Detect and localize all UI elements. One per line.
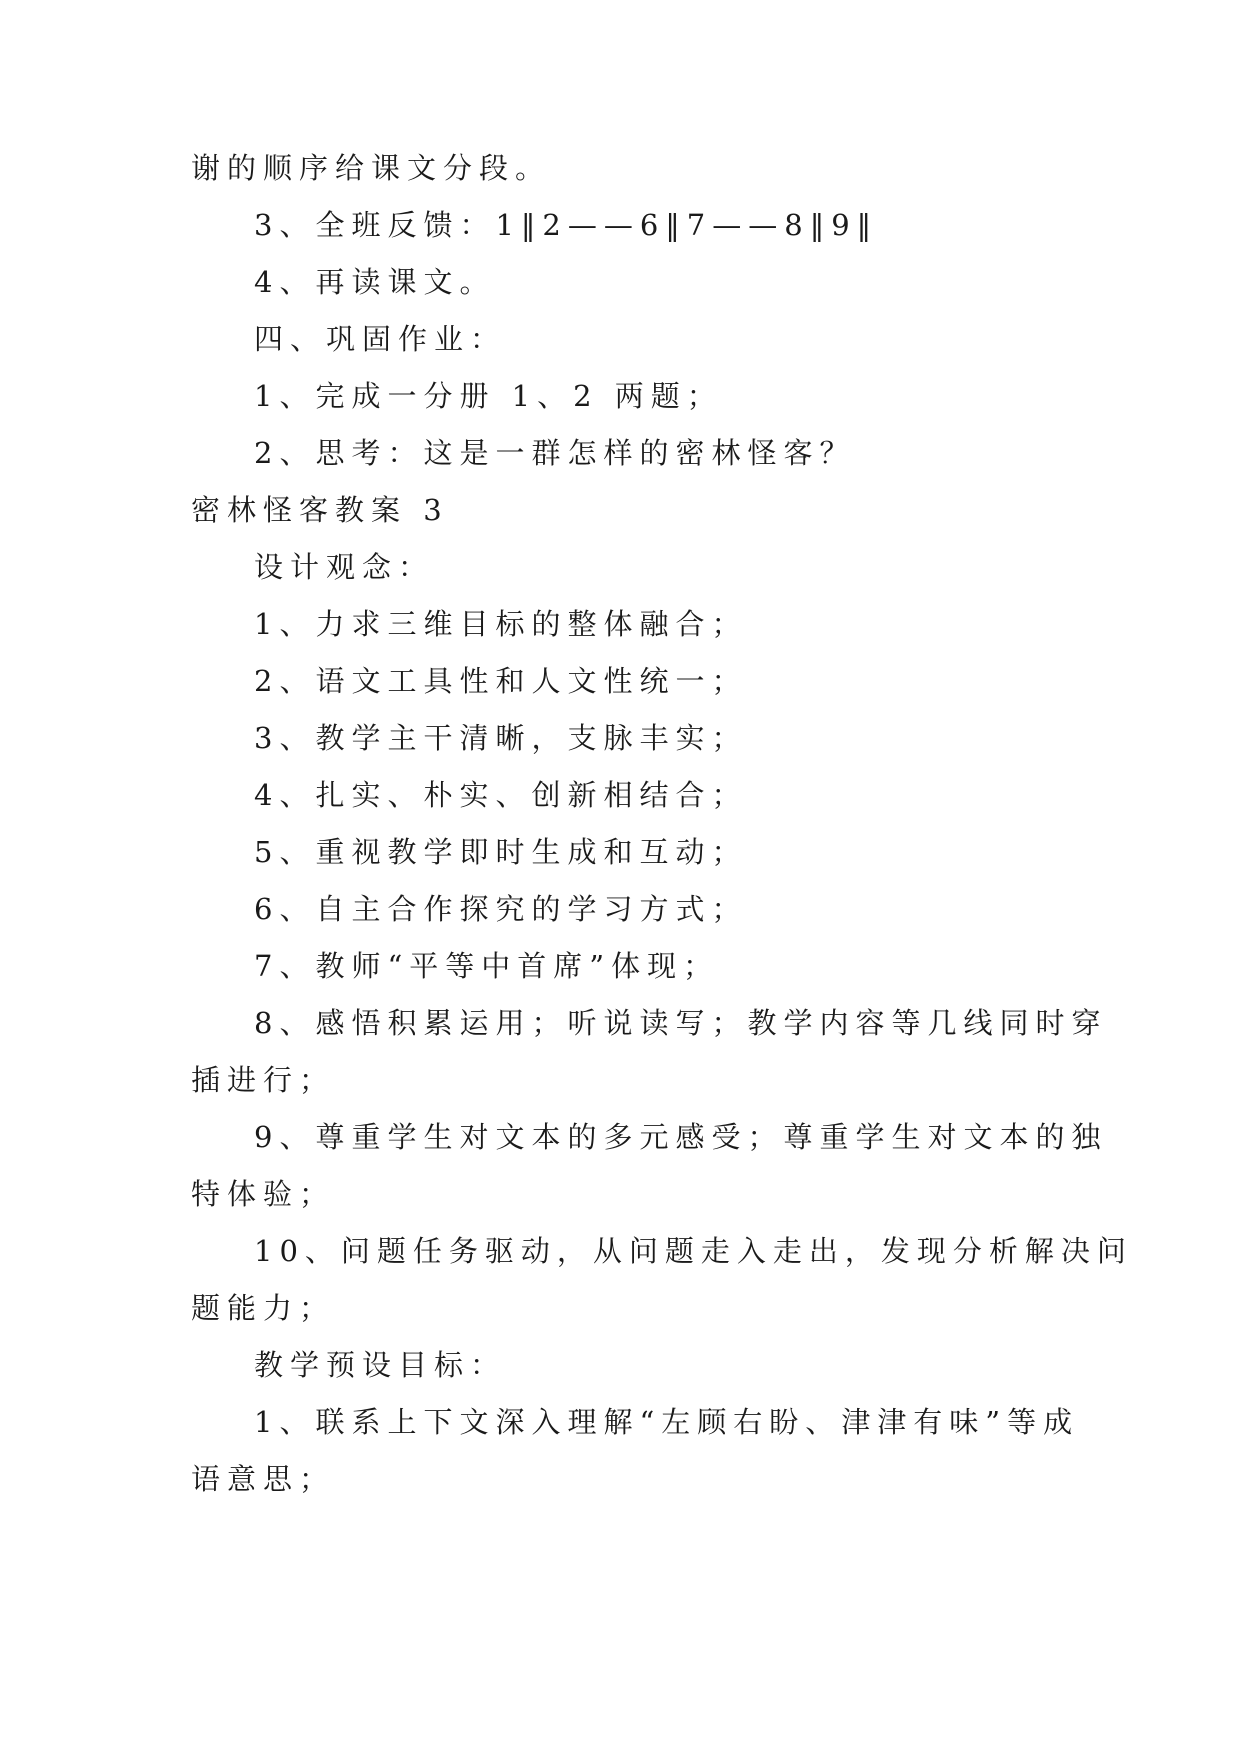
- text-line: 3、教学主干清晰，支脉丰实；: [254, 721, 748, 755]
- text-line: 2、语文工具性和人文性统一；: [254, 664, 748, 698]
- section-heading: 设计观念：: [254, 550, 435, 584]
- text-line: 语意思；: [191, 1462, 336, 1496]
- text-line: 5、重视教学即时生成和互动；: [254, 835, 748, 869]
- text-line: 1、联系上下文深入理解“左顾右盼、津津有味”等成: [254, 1405, 1080, 1439]
- text-line: 10、问题任务驱动，从问题走入走出，发现分析解决问: [254, 1234, 1133, 1268]
- text-line: 特体验；: [191, 1177, 336, 1211]
- text-line: 7、教师“平等中首席”体现；: [254, 949, 720, 983]
- text-line: 4、再读课文。: [254, 265, 496, 299]
- text-line: 题能力；: [191, 1291, 336, 1325]
- text-line: 谢的顺序给课文分段。: [191, 151, 552, 185]
- text-line: 8、感悟积累运用；听说读写；教学内容等几线同时穿: [254, 1006, 1108, 1040]
- text-line: 4、扎实、朴实、创新相结合；: [254, 778, 748, 812]
- text-line: 9、尊重学生对文本的多元感受；尊重学生对文本的独: [254, 1120, 1108, 1154]
- text-line: 1、完成一分册 1、2 两题；: [254, 379, 723, 413]
- text-line: 插进行；: [191, 1063, 336, 1097]
- section-heading: 四、巩固作业：: [254, 322, 507, 356]
- section-heading: 教学预设目标：: [254, 1348, 507, 1382]
- text-line: 6、自主合作探究的学习方式；: [254, 892, 748, 926]
- document-title: 密林怪客教案 3: [191, 493, 449, 527]
- text-line: 2、思考：这是一群怎样的密林怪客？: [254, 436, 856, 470]
- text-line: 1、力求三维目标的整体融合；: [254, 607, 748, 641]
- text-line: 3、全班反馈：1‖2——6‖7——8‖9‖: [254, 208, 879, 242]
